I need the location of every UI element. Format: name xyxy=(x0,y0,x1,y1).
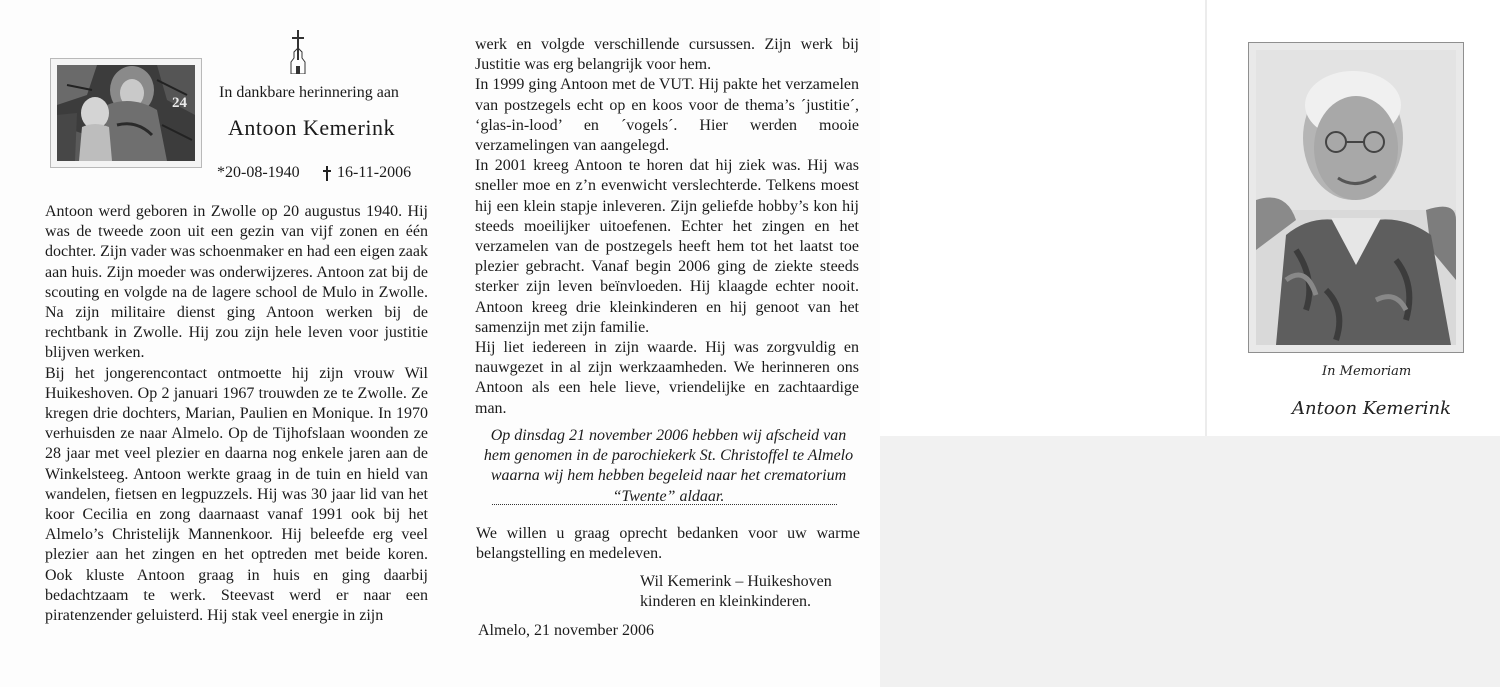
postage-stamp xyxy=(50,58,202,168)
stamp-image xyxy=(57,65,195,161)
deceased-name: Antoon Kemerink xyxy=(228,115,395,140)
signature-line: Wil Kemerink – Huikeshoven xyxy=(640,573,832,590)
paragraph: Bij het jongerencontact ontmoette hij zijn vrouw Wil Huikeshoven. Op 2 januari 1967 trouwden ze te Zwolle. Ze kregen drie dochters, Marian, Paulien en Monique. In 1970 verhuisden ze naar Almelo. Op de Tijhofslaan woonden ze 28 jaar met veel plezier en daarna nog enkele jaren aan de Winkelsteeg. Antoon werkte graag in de tuin en hield van wandelen, fietsen en legpuzzels. Hij was 30 jaar lid van het koor Cecilia en zong daarnaast vanaf 1991 ook bij het Almelo’s Christelijk Mannenkoor. Hij beleefde erg veel plezier aan het zingen en het optreden met beide koren. Ook kluste Antoon graag in huis en ging daarbij bedachtzaam te werk. Steevast werd er naar een piratenzender geluisterd. Hij stak veel energie in zijn xyxy=(45,364,428,625)
death-date: 16-11-2006 xyxy=(337,164,412,181)
portrait-photo xyxy=(1256,50,1456,345)
dotted-divider xyxy=(492,502,837,505)
place-date: Almelo, 21 november 2006 xyxy=(478,622,654,639)
birth-date: *20-08-1940 xyxy=(217,164,300,181)
cross-icon xyxy=(322,166,332,181)
portrait-name: Antoon Kemerink xyxy=(1292,398,1452,419)
biography-middle xyxy=(475,35,859,419)
farewell-text: Op dinsdag 21 november 2006 hebben wij afscheid van hem genomen in de parochiekerk St. Christoffel te Almelo waarna wij hem hebben begeleid naar het crematorium “Twente” aldaar. xyxy=(483,427,854,505)
paragraph: Antoon werd geboren in Zwolle op 20 augustus 1940. Hij was de tweede zoon uit een gezin van vijf zonen en één dochter. Zijn vader was schoenmaker en had een eigen zaak aan huis. Zijn moeder was onderwijzeres. Antoon zat bij de scouting en volgde na de lagere school de Mulo in Zwolle. Na zijn militaire dienst ging Antoon werken bij de rechtbank in Zwolle. Hij zou zijn hele leven voor justitie blijven werken. xyxy=(45,203,428,362)
in-memoriam-label: In Memoriam xyxy=(1322,364,1412,379)
paragraph: In 2001 kreeg Antoon te horen dat hij ziek was. Hij was sneller moe en z’n evenwicht verslechterde. Telkens moest hij een klein stapje inleveren. Zijn geliefde hobby’s kon hij steeds moeilijker uitoefenen. Echter het zingen en het verzamelen van de postzegels heeft hem tot het laatst toe plezier gebracht. Vanaf begin 2006 ging de ziekte steeds sterker zijn leven beïnvloeden. Hij klaagde echter nooit. Antoon kreeg drie kleinkinderen en hij genoot van het samenzijn met zijn familie. xyxy=(475,157,859,336)
cross-icon xyxy=(286,30,310,74)
background-strip xyxy=(880,436,1500,687)
biography-left xyxy=(45,202,428,626)
intro-text: In dankbare herinnering aan xyxy=(219,84,399,101)
fold-line xyxy=(1205,0,1207,436)
paragraph: Hij liet iedereen in zijn waarde. Hij was zorgvuldig en nauwgezet in al zijn werkzaamheden. We herinneren ons Antoon als een hele lieve, vriendelijke en zachtaardige man. xyxy=(475,339,859,417)
paragraph: werk en volgde verschillende cursussen. Zijn werk bij Justitie was erg belangrijk voor hem. xyxy=(475,36,859,74)
paragraph: In 1999 ging Antoon met de VUT. Hij pakte het verzamelen van postzegels echt op en koos voor de thema’s ´justitie´, ‘glas-in-lood’ en ´vogels´. Hier werden mooie verzamelingen van aangelegd. xyxy=(475,76,859,155)
stamp-value: 24 xyxy=(172,95,187,111)
signature-line: kinderen en kleinkinderen. xyxy=(640,593,812,610)
thanks-text: We willen u graag oprecht bedanken voor uw warme belangstelling en medeleven. xyxy=(476,525,860,563)
